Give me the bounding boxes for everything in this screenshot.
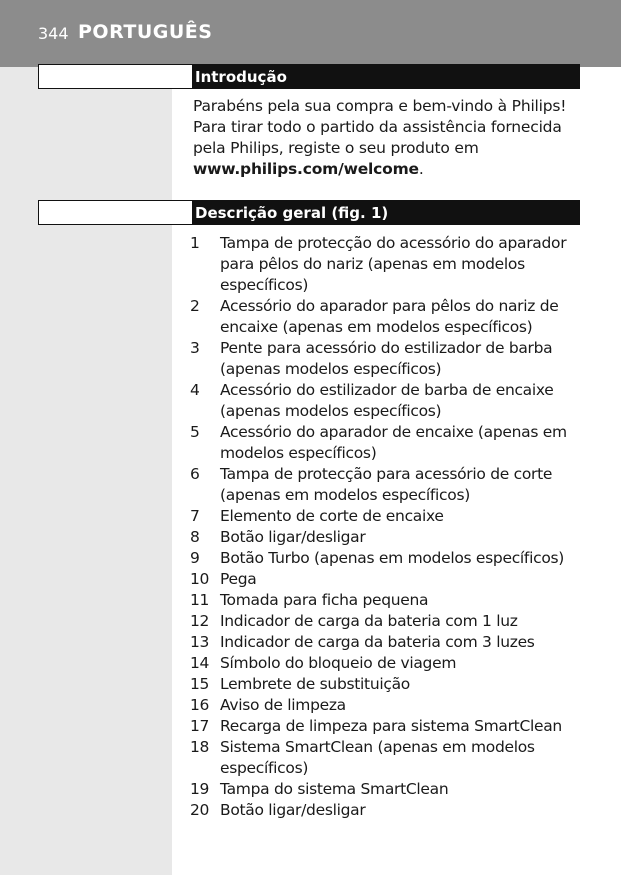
welcome-url[interactable]: www.philips.com/welcome (193, 160, 419, 178)
list-item (190, 674, 582, 695)
page-header (0, 0, 621, 67)
list-item (190, 569, 582, 590)
list-item (190, 779, 582, 800)
list-item (190, 338, 582, 380)
page-number: 344 (38, 24, 69, 43)
item-text: Indicador de carga da bateria com 1 luz (220, 612, 518, 630)
item-text: Sistema SmartClean (apenas em modelos específicos) (220, 738, 535, 777)
section-title-description: Descrição geral (fig. 1) (195, 204, 389, 222)
item-number: 9 (190, 549, 200, 567)
item-text: Tampa de protecção do acessório do aparador para pêlos do nariz (apenas em modelos específicos) (220, 234, 567, 294)
item-number: 7 (190, 507, 200, 525)
list-item (190, 737, 582, 779)
list-item (190, 611, 582, 632)
item-number: 12 (190, 612, 210, 630)
item-number: 20 (190, 801, 210, 819)
left-margin-column (0, 67, 172, 875)
item-number: 11 (190, 591, 210, 609)
section-heading-intro (38, 64, 580, 89)
item-number: 17 (190, 717, 210, 735)
parts-list (190, 233, 582, 821)
item-number: 14 (190, 654, 210, 672)
item-text: Tampa de protecção para acessório de corte (apenas em modelos específicos) (220, 465, 553, 504)
item-text: Pente para acessório do estilizador de barba (apenas modelos específicos) (220, 339, 553, 378)
item-text: Pega (220, 570, 257, 588)
item-text: Recarga de limpeza para sistema SmartClean (220, 717, 562, 735)
item-number: 5 (190, 423, 200, 441)
list-item (190, 632, 582, 653)
list-item (190, 716, 582, 737)
item-number: 18 (190, 738, 210, 756)
item-text: Elemento de corte de encaixe (220, 507, 444, 525)
list-item (190, 422, 582, 464)
list-item (190, 506, 582, 527)
item-number: 4 (190, 381, 200, 399)
list-item (190, 380, 582, 422)
item-text: Lembrete de substituição (220, 675, 410, 693)
section-heading-description (38, 200, 580, 225)
list-item (190, 653, 582, 674)
item-text: Botão ligar/desligar (220, 528, 366, 546)
item-text: Botão ligar/desligar (220, 801, 366, 819)
item-text: Acessório do aparador para pêlos do nariz de encaixe (apenas em modelos específicos) (220, 297, 559, 336)
item-text: Acessório do aparador de encaixe (apenas em modelos específicos) (220, 423, 567, 462)
intro-text-end: . (418, 160, 424, 178)
item-number: 3 (190, 339, 200, 357)
item-text: Aviso de limpeza (220, 696, 346, 714)
item-text: Tampa do sistema SmartClean (220, 780, 449, 798)
item-number: 1 (190, 234, 200, 252)
item-number: 19 (190, 780, 210, 798)
item-text: Botão Turbo (apenas em modelos específicos) (220, 549, 565, 567)
list-item (190, 695, 582, 716)
item-text: Símbolo do bloqueio de viagem (220, 654, 457, 672)
list-item (190, 233, 582, 296)
item-text: Indicador de carga da bateria com 3 luzes (220, 633, 535, 651)
section-title-intro: Introdução (195, 68, 287, 86)
item-number: 2 (190, 297, 200, 315)
item-number: 13 (190, 633, 210, 651)
language-title: PORTUGUÊS (78, 21, 213, 43)
item-number: 8 (190, 528, 200, 546)
list-item (190, 548, 582, 569)
intro-paragraph (193, 96, 583, 180)
item-number: 15 (190, 675, 210, 693)
list-item (190, 296, 582, 338)
item-number: 6 (190, 465, 200, 483)
intro-text: Parabéns pela sua compra e bem-vindo à Philips! Para tirar todo o partido da assistência fornecida pela Philips, registe o seu produto em (193, 97, 567, 157)
list-item (190, 590, 582, 611)
item-number: 16 (190, 696, 210, 714)
item-text: Tomada para ficha pequena (220, 591, 429, 609)
item-text: Acessório do estilizador de barba de encaixe (apenas modelos específicos) (220, 381, 554, 420)
list-item (190, 464, 582, 506)
list-item (190, 527, 582, 548)
list-item (190, 800, 582, 821)
item-number: 10 (190, 570, 210, 588)
